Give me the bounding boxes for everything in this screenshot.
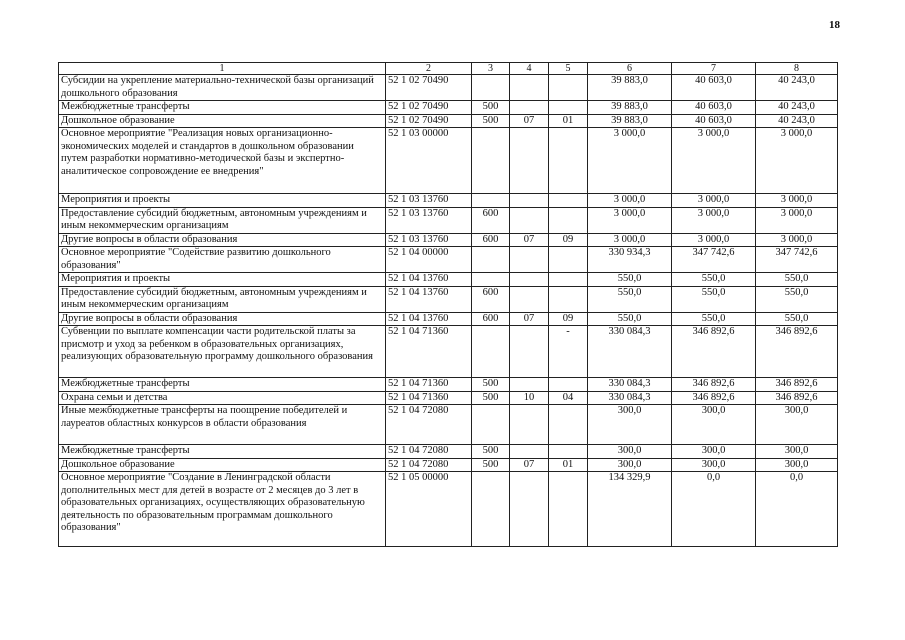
target-code-cell: 52 1 04 13760 xyxy=(386,312,472,326)
description-cell: Межбюджетные трансферты xyxy=(59,445,386,459)
amount-year-3-cell: 40 243,0 xyxy=(756,114,838,128)
expense-type-cell: 600 xyxy=(472,233,510,247)
subsection-cell xyxy=(549,75,588,101)
target-code-cell: 52 1 04 13760 xyxy=(386,286,472,312)
amount-year-1-cell: 3 000,0 xyxy=(588,194,672,208)
amount-year-2-cell: 346 892,6 xyxy=(672,391,756,405)
section-cell xyxy=(510,405,549,445)
target-code-cell: 52 1 02 70490 xyxy=(386,101,472,115)
subsection-cell: 01 xyxy=(549,458,588,472)
amount-year-3-cell: 550,0 xyxy=(756,273,838,287)
target-code-cell: 52 1 04 72080 xyxy=(386,445,472,459)
table-row xyxy=(59,458,838,472)
expense-type-cell xyxy=(472,247,510,273)
amount-year-2-cell: 347 742,6 xyxy=(672,247,756,273)
section-cell xyxy=(510,128,549,194)
target-code-cell: 52 1 04 72080 xyxy=(386,405,472,445)
target-code-cell: 52 1 03 13760 xyxy=(386,233,472,247)
subsection-cell xyxy=(549,405,588,445)
amount-year-1-cell: 330 084,3 xyxy=(588,378,672,392)
table-row xyxy=(59,286,838,312)
target-code-cell: 52 1 04 71360 xyxy=(386,391,472,405)
description-cell: Основное мероприятие "Реализация новых организационно-экономических моделей и стандартов в дошкольном образовании путем разработки нормативно-методической базы и экспертно-аналитическое сопровождение ее внедрения" xyxy=(59,128,386,194)
description-cell: Субвенции по выплате компенсации части родительской платы за присмотр и уход за ребенком в образовательных организациях, реализующих образовательную программу дошкольного образования xyxy=(59,326,386,378)
section-cell xyxy=(510,194,549,208)
expense-type-cell xyxy=(472,405,510,445)
amount-year-1-cell: 330 084,3 xyxy=(588,326,672,378)
budget-table xyxy=(58,62,838,547)
table-row xyxy=(59,75,838,101)
section-cell: 10 xyxy=(510,391,549,405)
column-header: 7 xyxy=(672,63,756,75)
section-cell: 07 xyxy=(510,458,549,472)
section-cell xyxy=(510,247,549,273)
description-cell: Другие вопросы в области образования xyxy=(59,233,386,247)
expense-type-cell xyxy=(472,75,510,101)
amount-year-3-cell: 346 892,6 xyxy=(756,378,838,392)
table-row xyxy=(59,114,838,128)
subsection-cell: 04 xyxy=(549,391,588,405)
table-row xyxy=(59,247,838,273)
table-row xyxy=(59,445,838,459)
description-cell: Предоставление субсидий бюджетным, автономным учреждениям и иным некоммерческим организациям xyxy=(59,207,386,233)
amount-year-3-cell: 300,0 xyxy=(756,445,838,459)
expense-type-cell xyxy=(472,273,510,287)
amount-year-3-cell: 3 000,0 xyxy=(756,128,838,194)
expense-type-cell: 600 xyxy=(472,286,510,312)
description-cell: Основное мероприятие "Создание в Ленинградской области дополнительных мест для детей в возрасте от 2 месяцев до 3 лет в образовательных организациях, осуществляющих образовательную деятельность по образовательным программам дошкольного образования" xyxy=(59,472,386,547)
description-cell: Мероприятия и проекты xyxy=(59,194,386,208)
subsection-cell: - xyxy=(549,326,588,378)
description-cell: Основное мероприятие "Содействие развитию дошкольного образования" xyxy=(59,247,386,273)
description-cell: Иные межбюджетные трансферты на поощрение победителей и лауреатов областных конкурсов в области образования xyxy=(59,405,386,445)
amount-year-3-cell: 300,0 xyxy=(756,458,838,472)
amount-year-3-cell: 40 243,0 xyxy=(756,75,838,101)
amount-year-2-cell: 550,0 xyxy=(672,312,756,326)
table-row xyxy=(59,405,838,445)
subsection-cell xyxy=(549,194,588,208)
column-header: 5 xyxy=(549,63,588,75)
amount-year-2-cell: 346 892,6 xyxy=(672,378,756,392)
amount-year-3-cell: 347 742,6 xyxy=(756,247,838,273)
subsection-cell: 01 xyxy=(549,114,588,128)
section-cell: 07 xyxy=(510,114,549,128)
column-header: 4 xyxy=(510,63,549,75)
amount-year-3-cell: 3 000,0 xyxy=(756,233,838,247)
expense-type-cell xyxy=(472,472,510,547)
subsection-cell xyxy=(549,445,588,459)
description-cell: Дошкольное образование xyxy=(59,114,386,128)
target-code-cell: 52 1 04 71360 xyxy=(386,326,472,378)
section-cell xyxy=(510,101,549,115)
subsection-cell xyxy=(549,273,588,287)
table-row xyxy=(59,391,838,405)
section-cell xyxy=(510,472,549,547)
column-header: 3 xyxy=(472,63,510,75)
description-cell: Субсидии на укрепление материально-технической базы организаций дошкольного образования xyxy=(59,75,386,101)
description-cell: Другие вопросы в области образования xyxy=(59,312,386,326)
table-row xyxy=(59,233,838,247)
amount-year-1-cell: 300,0 xyxy=(588,405,672,445)
subsection-cell xyxy=(549,378,588,392)
description-cell: Межбюджетные трансферты xyxy=(59,101,386,115)
expense-type-cell: 600 xyxy=(472,207,510,233)
section-cell: 07 xyxy=(510,233,549,247)
section-cell: 07 xyxy=(510,312,549,326)
target-code-cell: 52 1 04 13760 xyxy=(386,273,472,287)
amount-year-2-cell: 300,0 xyxy=(672,458,756,472)
expense-type-cell: 600 xyxy=(472,312,510,326)
amount-year-1-cell: 134 329,9 xyxy=(588,472,672,547)
amount-year-1-cell: 39 883,0 xyxy=(588,75,672,101)
table-row xyxy=(59,326,838,378)
amount-year-1-cell: 300,0 xyxy=(588,445,672,459)
page-number: 18 xyxy=(829,19,840,31)
amount-year-1-cell: 300,0 xyxy=(588,458,672,472)
amount-year-3-cell: 3 000,0 xyxy=(756,194,838,208)
table-row xyxy=(59,207,838,233)
amount-year-2-cell: 346 892,6 xyxy=(672,326,756,378)
expense-type-cell xyxy=(472,326,510,378)
amount-year-2-cell: 3 000,0 xyxy=(672,194,756,208)
table-body xyxy=(59,75,838,547)
amount-year-1-cell: 330 934,3 xyxy=(588,247,672,273)
subsection-cell: 09 xyxy=(549,233,588,247)
expense-type-cell: 500 xyxy=(472,101,510,115)
column-header: 1 xyxy=(59,63,386,75)
amount-year-2-cell: 40 603,0 xyxy=(672,75,756,101)
section-cell xyxy=(510,207,549,233)
amount-year-2-cell: 550,0 xyxy=(672,273,756,287)
target-code-cell: 52 1 04 72080 xyxy=(386,458,472,472)
amount-year-2-cell: 3 000,0 xyxy=(672,233,756,247)
amount-year-2-cell: 300,0 xyxy=(672,445,756,459)
header-row xyxy=(59,63,838,75)
amount-year-1-cell: 39 883,0 xyxy=(588,101,672,115)
target-code-cell: 52 1 04 71360 xyxy=(386,378,472,392)
target-code-cell: 52 1 03 13760 xyxy=(386,194,472,208)
amount-year-2-cell: 0,0 xyxy=(672,472,756,547)
subsection-cell xyxy=(549,128,588,194)
table-row xyxy=(59,273,838,287)
table-row xyxy=(59,128,838,194)
amount-year-3-cell: 300,0 xyxy=(756,405,838,445)
subsection-cell xyxy=(549,101,588,115)
description-cell: Межбюджетные трансферты xyxy=(59,378,386,392)
section-cell xyxy=(510,75,549,101)
expense-type-cell xyxy=(472,194,510,208)
table-row xyxy=(59,194,838,208)
amount-year-1-cell: 330 084,3 xyxy=(588,391,672,405)
section-cell xyxy=(510,273,549,287)
target-code-cell: 52 1 04 00000 xyxy=(386,247,472,273)
target-code-cell: 52 1 02 70490 xyxy=(386,114,472,128)
amount-year-2-cell: 40 603,0 xyxy=(672,114,756,128)
expense-type-cell: 500 xyxy=(472,458,510,472)
table-row xyxy=(59,378,838,392)
column-header: 2 xyxy=(386,63,472,75)
description-cell: Мероприятия и проекты xyxy=(59,273,386,287)
subsection-cell xyxy=(549,207,588,233)
amount-year-2-cell: 550,0 xyxy=(672,286,756,312)
amount-year-3-cell: 346 892,6 xyxy=(756,326,838,378)
amount-year-1-cell: 3 000,0 xyxy=(588,128,672,194)
expense-type-cell: 500 xyxy=(472,445,510,459)
expense-type-cell xyxy=(472,128,510,194)
section-cell xyxy=(510,286,549,312)
expense-type-cell: 500 xyxy=(472,378,510,392)
description-cell: Предоставление субсидий бюджетным, автономным учреждениям и иным некоммерческим организациям xyxy=(59,286,386,312)
expense-type-cell: 500 xyxy=(472,391,510,405)
amount-year-2-cell: 3 000,0 xyxy=(672,207,756,233)
amount-year-2-cell: 3 000,0 xyxy=(672,128,756,194)
description-cell: Охрана семьи и детства xyxy=(59,391,386,405)
expense-type-cell: 500 xyxy=(472,114,510,128)
amount-year-3-cell: 550,0 xyxy=(756,286,838,312)
amount-year-3-cell: 0,0 xyxy=(756,472,838,547)
amount-year-1-cell: 550,0 xyxy=(588,312,672,326)
amount-year-1-cell: 550,0 xyxy=(588,286,672,312)
table-row xyxy=(59,472,838,547)
column-header: 8 xyxy=(756,63,838,75)
description-cell: Дошкольное образование xyxy=(59,458,386,472)
amount-year-2-cell: 300,0 xyxy=(672,405,756,445)
target-code-cell: 52 1 03 00000 xyxy=(386,128,472,194)
section-cell xyxy=(510,326,549,378)
amount-year-1-cell: 3 000,0 xyxy=(588,207,672,233)
table-row xyxy=(59,312,838,326)
subsection-cell xyxy=(549,472,588,547)
amount-year-3-cell: 3 000,0 xyxy=(756,207,838,233)
target-code-cell: 52 1 02 70490 xyxy=(386,75,472,101)
column-header: 6 xyxy=(588,63,672,75)
amount-year-1-cell: 550,0 xyxy=(588,273,672,287)
amount-year-3-cell: 550,0 xyxy=(756,312,838,326)
amount-year-3-cell: 40 243,0 xyxy=(756,101,838,115)
section-cell xyxy=(510,378,549,392)
target-code-cell: 52 1 03 13760 xyxy=(386,207,472,233)
subsection-cell xyxy=(549,247,588,273)
subsection-cell xyxy=(549,286,588,312)
amount-year-2-cell: 40 603,0 xyxy=(672,101,756,115)
amount-year-1-cell: 3 000,0 xyxy=(588,233,672,247)
amount-year-3-cell: 346 892,6 xyxy=(756,391,838,405)
subsection-cell: 09 xyxy=(549,312,588,326)
section-cell xyxy=(510,445,549,459)
table-row xyxy=(59,101,838,115)
target-code-cell: 52 1 05 00000 xyxy=(386,472,472,547)
amount-year-1-cell: 39 883,0 xyxy=(588,114,672,128)
